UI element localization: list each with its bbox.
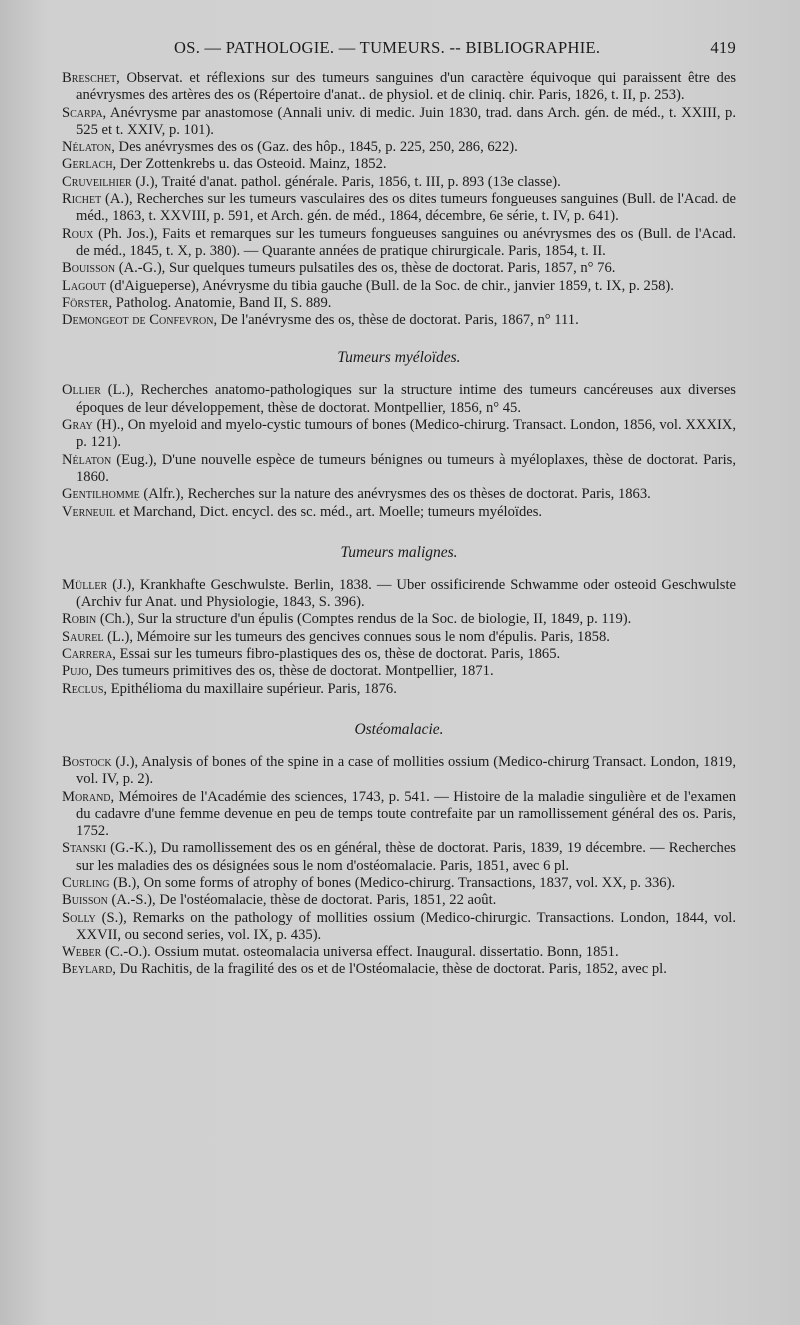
entry-text: (Ch.), Sur la structure d'un épulis (Comptes rendus de la Soc. de biologie, II, 1849, p. 119).: [96, 611, 632, 628]
entry-text: Der Zottenkrebs u. das Osteoid. Mainz, 1852.: [116, 156, 387, 173]
entry-text: (Eug.), D'une nouvelle espèce de tumeurs bénignes ou tumeurs à myéloplaxes, thèse de doctorat. Paris, 1860.: [76, 451, 736, 485]
entry-author: Bostock: [62, 753, 112, 770]
entry-author: Solly: [62, 909, 96, 926]
entry-text: Observat. et réflexions sur des tumeurs sanguines d'un caractère équivoque qui paraissent être des anévrysmes des artères des os (Répertoire d'anat.. de physiol. et de cliniq. chir. Paris, 1826, t. II, p. 253).: [76, 70, 736, 104]
section-tumeurs-myeloides: [62, 349, 736, 520]
bibliography-entry: [62, 417, 736, 452]
entry-text: Essai sur les tumeurs fibro-plastiques des os, thèse de doctorat. Paris, 1865.: [115, 646, 561, 663]
bibliography-entry: [62, 226, 736, 261]
entry-text: Du Rachitis, de la fragilité des os et de l'Ostéomalacie, thèse de doctorat. Paris, 1852, avec pl.: [115, 961, 667, 978]
entry-text: (A.), Recherches sur les tumeurs vasculaires des os dites tumeurs fongueuses sanguines (Bull. de l'Acad. de méd., 1863, t. XXVIII, p. 591, et Arch. gén. de méd., 1864, décembre, 6e série, t. IV, p. 641).: [76, 191, 736, 225]
entry-text: (Alfr.), Recherches sur la nature des anévrysmes des os thèses de doctorat. Paris, 1863.: [139, 486, 651, 503]
bibliography-entry: [62, 629, 736, 646]
bibliography-entry: [62, 892, 736, 909]
entry-author: Weber: [62, 944, 102, 961]
entry-text: (A.-G.), Sur quelques tumeurs pulsatiles des os, thèse de doctorat. Paris, 1857, n° 76.: [115, 260, 616, 277]
bibliography-entry: [62, 663, 736, 680]
bibliography-entry: [62, 961, 736, 978]
section-tumeurs-malignes: [62, 544, 736, 698]
entry-author: Gentilhomme: [62, 486, 140, 503]
entry-author: Förster,: [62, 294, 113, 311]
entry-text: (S.), Remarks on the pathology of mollities ossium (Medico-chirurgic. Transactions. London, 1844, vol. XXVII, ou second series, vol. IX, p. 435).: [76, 909, 736, 943]
entry-text: (d'Aigueperse), Anévrysme du tibia gauche (Bull. de la Soc. de chir., janvier 1859, t. IX, p. 258).: [105, 277, 674, 294]
bibliography-entry: [62, 452, 736, 487]
bibliography-entry: [62, 382, 736, 417]
entry-author: Nélaton,: [62, 139, 115, 156]
entry-text: et Marchand, Dict. encycl. des sc. méd., art. Moelle; tumeurs myéloïdes.: [115, 503, 543, 520]
entry-author: Scarpa,: [62, 104, 107, 121]
entry-author: Roux: [62, 225, 94, 242]
entry-author: Pujo,: [62, 663, 93, 680]
entry-author: Stanski: [62, 840, 106, 857]
bibliography-entry: [62, 504, 736, 521]
page-number: 419: [710, 38, 736, 57]
section-heading: Ostéomalacie.: [354, 720, 444, 738]
bibliography-entry: [62, 875, 736, 892]
bibliography-entry: [62, 260, 736, 277]
bibliography-intro: [62, 70, 736, 329]
entry-text: (J.), Analysis of bones of the spine in a case of mollities ossium (Medico-chirurg Transact. London, 1819, vol. IV, p. 2).: [76, 753, 736, 788]
entry-text: (J.), Krankhafte Geschwulste. Berlin, 1838. — Uber ossificirende Schwamme oder osteoid Geschwulste (Archiv fur Anat. und Physiologie, 1843, S. 396).: [76, 576, 736, 611]
entry-text: Anévrysme par anastomose (Annali univ. di medic. Juin 1830, trad. dans Arch. gén. de méd., t. XXIII, p. 525 et t. XXIV, p. 101).: [76, 104, 736, 138]
entry-text: (J.), Traité d'anat. pathol. générale. Paris, 1856, t. III, p. 893 (13e classe).: [131, 173, 561, 190]
entry-author: Cruveilhier: [62, 173, 132, 190]
bibliography-entry: [62, 105, 736, 140]
entry-author: Robin: [62, 611, 97, 628]
entry-author: Ollier: [62, 382, 101, 399]
bibliography-entry: [62, 577, 736, 612]
entry-author: Gerlach,: [62, 156, 117, 173]
bibliography-entry: [62, 278, 736, 295]
entry-author: Reclus,: [62, 680, 108, 697]
running-head: [62, 36, 736, 62]
bibliography-entry: [62, 70, 736, 105]
entry-text: Mémoires de l'Académie des sciences, 1743, p. 541. — Histoire de la maladie singulière et de l'examen du cadavre d'une femme devenue en peu de temps toute contrefaite par un ramollissement général des os. Paris, 1752.: [76, 788, 736, 840]
section-heading: Tumeurs malignes.: [340, 543, 458, 561]
entry-author: Verneuil: [62, 503, 116, 520]
entry-author: Breschet,: [62, 70, 120, 86]
entry-author: Richet: [62, 191, 102, 208]
entry-author: Saurel: [62, 628, 104, 645]
bibliography-entry: [62, 312, 736, 329]
bibliography-entry: [62, 191, 736, 226]
running-head-title: OS. — PATHOLOGIE. — TUMEURS. -- BIBLIOGRAPHIE.: [174, 38, 601, 57]
entry-text: (Ph. Jos.), Faits et remarques sur les tumeurs fongueuses sanguines ou anévrysmes des os (Bull. de l'Acad. de méd., 1845, t. X, p. 380). — Quarante années de pratique chirurgicale. Paris, 1854, t. II.: [76, 225, 736, 259]
bibliography-entry: [62, 681, 736, 698]
bibliography-entry: [62, 486, 736, 503]
bibliography-entry: [62, 840, 736, 875]
entry-text: (G.-K.), Du ramollissement des os en général, thèse de doctorat. Paris, 1839, 19 décembre. — Recherches sur les maladies des os désignées sous le nom d'ostéomalacie. Paris, 1851, avec 6 pl.: [76, 840, 736, 874]
bibliography-entry: [62, 156, 736, 173]
bibliography-entry: [62, 295, 736, 312]
entry-text: (A.-S.), De l'ostéomalacie, thèse de doctorat. Paris, 1851, 22 août.: [107, 892, 497, 909]
entry-text: Patholog. Anatomie, Band II, S. 889.: [112, 294, 332, 311]
bibliography-entry: [62, 754, 736, 789]
bibliography-entry: [62, 944, 736, 961]
bibliography-entry: [62, 789, 736, 841]
entry-text: Des tumeurs primitives des os, thèse de doctorat. Montpellier, 1871.: [92, 663, 494, 680]
section-osteomalacie: [62, 721, 736, 979]
entry-author: Buisson: [62, 892, 108, 909]
entry-text: (L.), Mémoire sur les tumeurs des gencives connues sous le nom d'épulis. Paris, 1858.: [103, 628, 610, 645]
entry-author: Demongeot de Confevron,: [62, 312, 218, 329]
bibliography-entry: [62, 139, 736, 156]
section-heading: Tumeurs myéloïdes.: [337, 349, 461, 367]
entry-author: Nélaton: [62, 451, 112, 468]
entry-text: (B.), On some forms of atrophy of bones (Medico-chirurg. Transactions, 1837, vol. XX, p. 336).: [109, 874, 676, 891]
entry-author: Lagout: [62, 277, 106, 294]
bibliography-entry: [62, 174, 736, 191]
entry-author: Gray: [62, 417, 93, 434]
entry-text: (C.-O.). Ossium mutat. osteomalacia universa effect. Inaugural. dissertatio. Bonn, 1851.: [101, 944, 619, 961]
entry-text: (L.), Recherches anatomo-pathologiques sur la structure intime des tumeurs cancéreuses aux diverses époques de leur développement, thèse de doctorat. Montpellier, 1856, n° 45.: [76, 382, 736, 416]
entry-author: Müller: [62, 576, 108, 593]
entry-author: Bouisson: [62, 260, 116, 277]
entry-text: (H)., On myeloid and myelo-cystic tumours of bones (Medico-chirurg. Transact. London, 1856, vol. XXXIX, p. 121).: [76, 417, 736, 451]
entry-text: De l'anévrysme des os, thèse de doctorat. Paris, 1867, n° 111.: [217, 312, 579, 329]
bibliography-entry: [62, 910, 736, 945]
entry-author: Beylard,: [62, 961, 116, 978]
bibliography-entry: [62, 611, 736, 628]
entry-text: Des anévrysmes des os (Gaz. des hôp., 1845, p. 225, 250, 286, 622).: [114, 139, 518, 156]
entry-author: Morand,: [62, 788, 115, 805]
bibliography-entry: [62, 646, 736, 663]
entry-author: Curling: [62, 874, 110, 891]
entry-author: Carrera,: [62, 646, 116, 663]
entry-text: Epithélioma du maxillaire supérieur. Paris, 1876.: [107, 680, 397, 697]
